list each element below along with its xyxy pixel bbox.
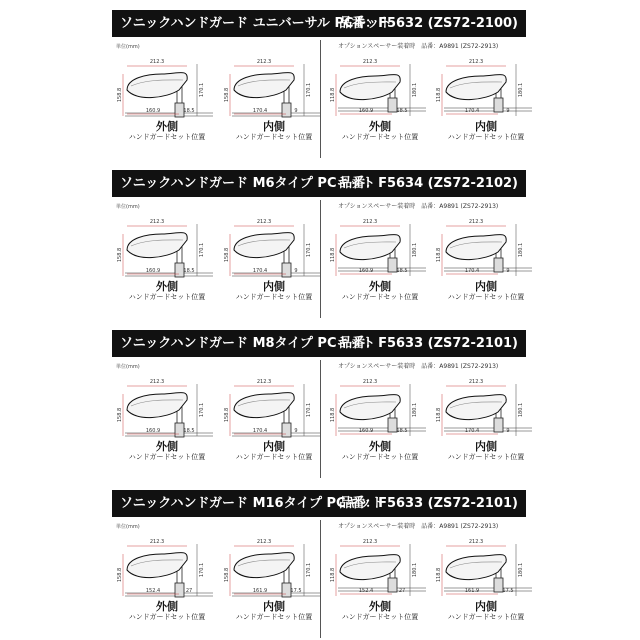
dimension-length-label: 160.9 <box>145 268 161 274</box>
dimension-gap-label: 9 <box>506 428 510 434</box>
position-caption: ハンドガードセット位置 <box>341 453 419 461</box>
dimension-right-label: 180.1 <box>412 402 418 418</box>
part-number: 品番：F5634 (ZS72-2102) <box>339 176 518 191</box>
dimension-length-label: 170.4 <box>252 428 268 434</box>
dimension-width-label: 212.3 <box>468 379 484 385</box>
mount-clamp <box>494 98 503 112</box>
diagram-panel <box>224 520 324 630</box>
handguard-diagram <box>436 520 536 602</box>
section-banner <box>112 330 526 357</box>
diagram-panel <box>330 360 430 470</box>
dimension-gap-label: 9 <box>506 268 510 274</box>
dimension-length-label: 161.9 <box>464 588 480 594</box>
position-caption: ハンドガードセット位置 <box>128 133 206 141</box>
dimension-height-label: 158.8 <box>224 407 230 423</box>
dimension-gap-label: 9 <box>506 108 510 114</box>
diagram-panel <box>224 200 324 310</box>
dimension-length-label: 160.9 <box>358 108 374 114</box>
dimension-height-label: 118.8 <box>330 407 336 423</box>
dimension-width-label: 212.3 <box>256 59 272 65</box>
position-caption: ハンドガードセット位置 <box>128 613 206 621</box>
dimension-gap-label: 27 <box>398 588 406 594</box>
unit-label: 単位(mm) <box>116 364 140 370</box>
diagram-panel <box>436 40 536 150</box>
dimension-gap-label: 18.5 <box>396 108 408 114</box>
dimension-height-label: 118.8 <box>436 87 442 103</box>
handguard-diagram <box>436 360 536 442</box>
position-caption: ハンドガードセット位置 <box>447 453 525 461</box>
dimension-width-label: 212.3 <box>149 219 165 225</box>
dimension-width-label: 212.3 <box>256 219 272 225</box>
handguard-diagram <box>436 200 536 282</box>
dimension-right-label: 180.1 <box>518 562 524 578</box>
dimension-width-label: 212.3 <box>256 539 272 545</box>
dimension-height-label: 158.8 <box>117 247 123 263</box>
side-caption: 外側 <box>156 280 178 293</box>
diagram-panel <box>330 200 430 310</box>
mount-clamp <box>282 263 291 277</box>
mount-clamp <box>282 423 291 437</box>
dimension-width-label: 212.3 <box>362 219 378 225</box>
dimension-length-label: 170.4 <box>464 108 480 114</box>
side-caption: 外側 <box>369 120 391 133</box>
handguard-diagram <box>330 360 430 442</box>
dimension-gap-label: 9 <box>294 428 298 434</box>
dimension-height-label: 118.8 <box>330 247 336 263</box>
dimension-gap-label: 17.5 <box>502 588 514 594</box>
dimension-width-label: 212.3 <box>468 219 484 225</box>
position-caption: ハンドガードセット位置 <box>447 613 525 621</box>
position-caption: ハンドガードセット位置 <box>128 453 206 461</box>
mount-clamp <box>282 103 291 117</box>
dimension-height-label: 118.8 <box>330 87 336 103</box>
handguard-diagram <box>117 40 217 122</box>
position-caption: ハンドガードセット位置 <box>235 453 313 461</box>
position-caption: ハンドガードセット位置 <box>341 613 419 621</box>
unit-label: 単位(mm) <box>116 44 140 50</box>
section-3 <box>0 320 640 480</box>
dimension-length-label: 170.4 <box>252 108 268 114</box>
section-title: ソニックハンドガード ユニバーサル PCキット <box>120 16 393 31</box>
dimension-right-label: 180.1 <box>412 242 418 258</box>
handguard-diagram <box>330 520 430 602</box>
side-caption: 内側 <box>263 120 285 133</box>
dimension-right-label: 170.1 <box>306 562 312 578</box>
diagram-panel <box>117 520 217 630</box>
position-caption: ハンドガードセット位置 <box>447 293 525 301</box>
dimension-gap-label: 9 <box>294 268 298 274</box>
dimension-height-label: 158.8 <box>224 87 230 103</box>
dimension-width-label: 212.3 <box>362 539 378 545</box>
dimension-length-label: 160.9 <box>145 428 161 434</box>
dimension-length-label: 160.9 <box>358 428 374 434</box>
dimension-width-label: 212.3 <box>468 539 484 545</box>
diagram-panel <box>224 40 324 150</box>
dimension-right-label: 170.1 <box>199 82 205 98</box>
dimension-height-label: 118.8 <box>330 567 336 583</box>
mount-clamp <box>388 578 397 592</box>
spacer-note: オプションスペーサー装着時 品番：A9891 (ZS72-2913) <box>338 203 499 210</box>
section-banner <box>112 170 526 197</box>
section-2 <box>0 160 640 320</box>
handguard-diagram <box>224 40 324 122</box>
handguard-diagram <box>436 40 536 122</box>
dimension-width-label: 212.3 <box>468 59 484 65</box>
dimension-right-label: 180.1 <box>412 562 418 578</box>
handguard-diagram <box>330 40 430 122</box>
handguard-diagram <box>330 200 430 282</box>
spacer-note: オプションスペーサー装着時 品番：A9891 (ZS72-2913) <box>338 43 499 50</box>
position-caption: ハンドガードセット位置 <box>235 293 313 301</box>
dimension-width-label: 212.3 <box>362 379 378 385</box>
position-caption: ハンドガードセット位置 <box>341 133 419 141</box>
side-caption: 内側 <box>475 280 497 293</box>
dimension-gap-label: 18.5 <box>396 268 408 274</box>
dimension-height-label: 158.8 <box>117 87 123 103</box>
dimension-length-label: 170.4 <box>464 268 480 274</box>
dimension-length-label: 161.9 <box>252 588 268 594</box>
side-caption: 内側 <box>263 440 285 453</box>
handguard-diagram <box>117 520 217 602</box>
dimension-width-label: 212.3 <box>362 59 378 65</box>
dimension-length-label: 152.4 <box>358 588 374 594</box>
dimension-gap-label: 18.5 <box>183 428 195 434</box>
diagram-panel <box>330 520 430 630</box>
mount-clamp <box>175 583 184 597</box>
dimension-height-label: 118.8 <box>436 567 442 583</box>
dimension-width-label: 212.3 <box>256 379 272 385</box>
handguard-diagram <box>117 200 217 282</box>
position-caption: ハンドガードセット位置 <box>341 293 419 301</box>
dimension-height-label: 158.8 <box>117 407 123 423</box>
diagram-panel <box>117 40 217 150</box>
dimension-right-label: 180.1 <box>518 242 524 258</box>
side-caption: 外側 <box>369 440 391 453</box>
dimension-right-label: 170.1 <box>199 562 205 578</box>
position-caption: ハンドガードセット位置 <box>235 613 313 621</box>
position-caption: ハンドガードセット位置 <box>235 133 313 141</box>
dimension-right-label: 180.1 <box>518 402 524 418</box>
dimension-right-label: 180.1 <box>412 82 418 98</box>
dimension-length-label: 160.9 <box>145 108 161 114</box>
dimension-gap-label: 17.5 <box>290 588 302 594</box>
section-banner <box>112 490 526 517</box>
dimension-height-label: 118.8 <box>436 247 442 263</box>
dimension-right-label: 170.1 <box>306 82 312 98</box>
dimension-right-label: 170.1 <box>306 242 312 258</box>
dimension-width-label: 212.3 <box>149 379 165 385</box>
dimension-right-label: 170.1 <box>306 402 312 418</box>
side-caption: 外側 <box>156 440 178 453</box>
diagram-panel <box>117 200 217 310</box>
unit-label: 単位(mm) <box>116 524 140 530</box>
diagram-panel <box>436 520 536 630</box>
dimension-height-label: 158.8 <box>224 567 230 583</box>
position-caption: ハンドガードセット位置 <box>447 133 525 141</box>
spacer-note: オプションスペーサー装着時 品番：A9891 (ZS72-2913) <box>338 363 499 370</box>
side-caption: 内側 <box>475 120 497 133</box>
diagram-panel <box>436 360 536 470</box>
diagram-panel <box>117 360 217 470</box>
part-number: 品番：F5633 (ZS72-2101) <box>339 336 518 351</box>
dimension-height-label: 158.8 <box>117 567 123 583</box>
side-caption: 外側 <box>156 120 178 133</box>
dimension-right-label: 170.1 <box>199 242 205 258</box>
dimension-height-label: 158.8 <box>224 247 230 263</box>
side-caption: 外側 <box>369 280 391 293</box>
dimension-length-label: 170.4 <box>464 428 480 434</box>
dimension-height-label: 118.8 <box>436 407 442 423</box>
spacer-note: オプションスペーサー装着時 品番：A9891 (ZS72-2913) <box>338 523 499 530</box>
section-title: ソニックハンドガード M8タイプ PCキット <box>120 336 376 351</box>
handguard-diagram <box>224 520 324 602</box>
diagram-panel <box>330 40 430 150</box>
dimension-gap-label: 27 <box>185 588 193 594</box>
dimension-width-label: 212.3 <box>149 59 165 65</box>
part-number: 品番：F5632 (ZS72-2100) <box>339 16 518 31</box>
section-title: ソニックハンドガード M6タイプ PCキット <box>120 176 376 191</box>
dimension-gap-label: 18.5 <box>183 108 195 114</box>
position-caption: ハンドガードセット位置 <box>128 293 206 301</box>
dimension-right-label: 170.1 <box>199 402 205 418</box>
mount-clamp <box>494 418 503 432</box>
side-caption: 外側 <box>369 600 391 613</box>
side-caption: 内側 <box>475 440 497 453</box>
section-banner <box>112 10 526 37</box>
side-caption: 外側 <box>156 600 178 613</box>
section-4 <box>0 480 640 640</box>
dimension-right-label: 180.1 <box>518 82 524 98</box>
diagram-panel <box>224 360 324 470</box>
part-number: 品番：F5633 (ZS72-2101) <box>339 496 518 511</box>
section-title: ソニックハンドガード M16タイプ PCキット <box>120 496 385 511</box>
handguard-diagram <box>224 200 324 282</box>
dimension-gap-label: 18.5 <box>396 428 408 434</box>
handguard-diagram <box>224 360 324 442</box>
unit-label: 単位(mm) <box>116 204 140 210</box>
dimension-length-label: 152.4 <box>145 588 161 594</box>
side-caption: 内側 <box>475 600 497 613</box>
side-caption: 内側 <box>263 280 285 293</box>
section-1 <box>0 0 640 160</box>
dimension-gap-label: 9 <box>294 108 298 114</box>
dimension-width-label: 212.3 <box>149 539 165 545</box>
dimension-length-label: 160.9 <box>358 268 374 274</box>
dimension-gap-label: 18.5 <box>183 268 195 274</box>
handguard-diagram <box>117 360 217 442</box>
side-caption: 内側 <box>263 600 285 613</box>
mount-clamp <box>494 258 503 272</box>
dimension-length-label: 170.4 <box>252 268 268 274</box>
diagram-panel <box>436 200 536 310</box>
